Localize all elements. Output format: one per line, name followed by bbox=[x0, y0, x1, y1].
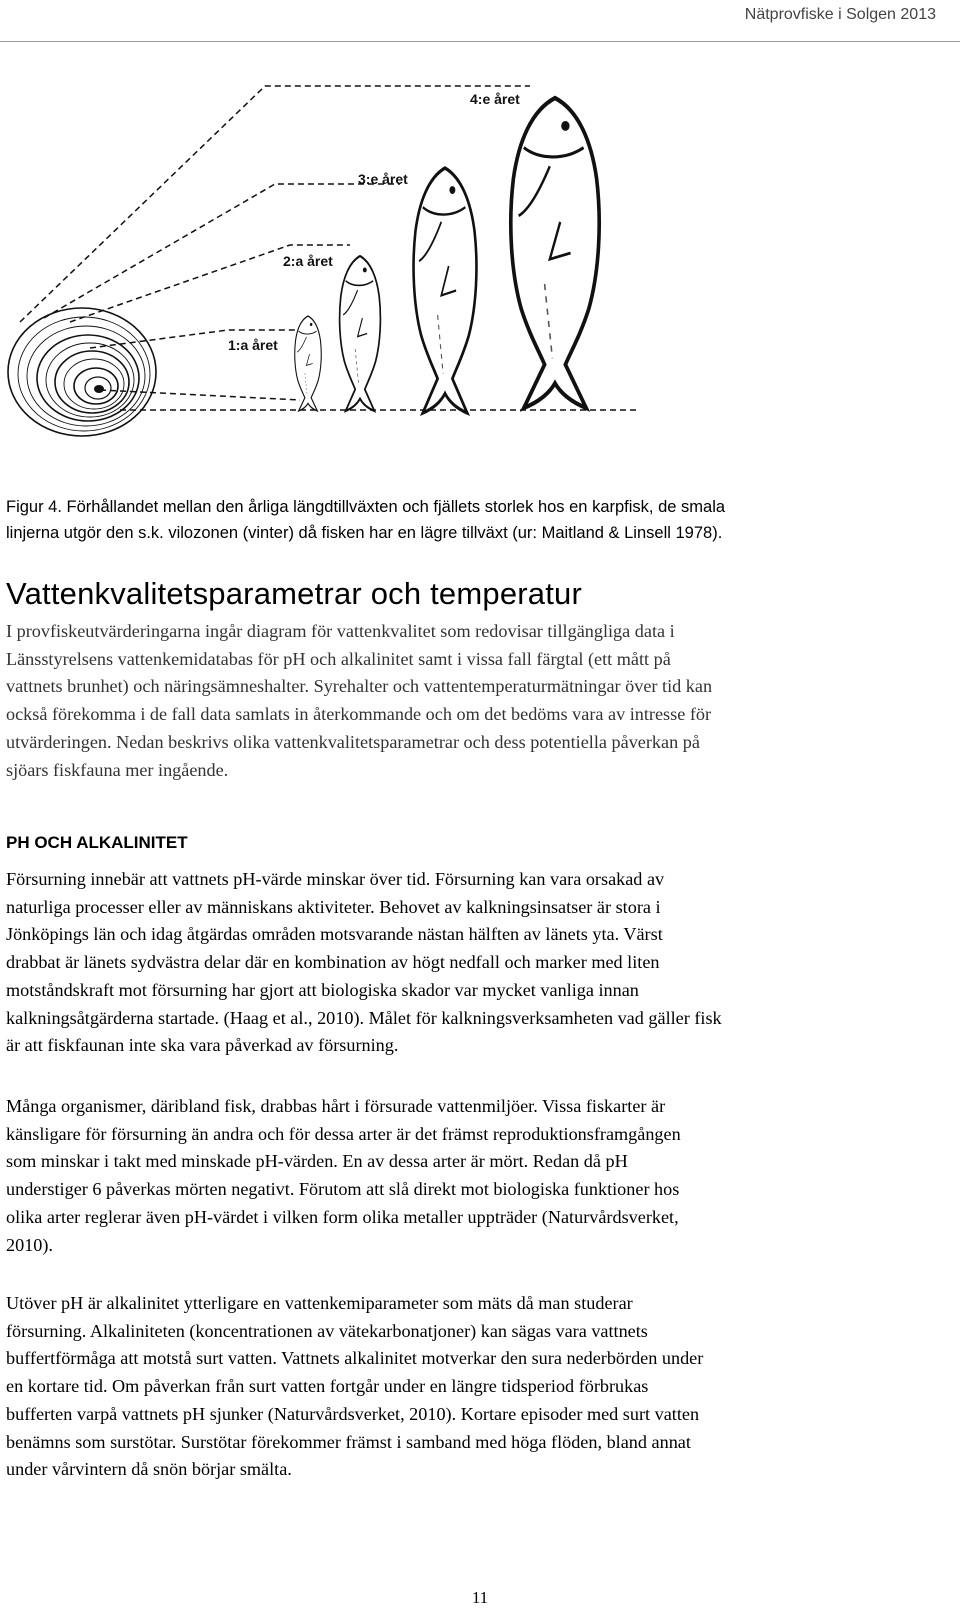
fish-year-1 bbox=[295, 316, 322, 411]
fish-growth-illustration bbox=[0, 60, 960, 480]
fish-year-2 bbox=[340, 256, 381, 411]
text-line: buffertförmåga att motstå surt vatten. Vattnets alkalinitet motverkar den sura nederbörden under bbox=[6, 1348, 704, 1369]
header-title: Nätprovfiske i Solgen 2013 bbox=[744, 6, 936, 23]
text-line: drabbat är länets sydvästra delar där en kombination av högt nedfall och marker med liten bbox=[6, 952, 660, 973]
text-line: naturliga processer eller av människans aktiviteter. Behovet av kalkningsinsatser är stora i bbox=[6, 896, 661, 917]
text-line: 2010). bbox=[6, 1234, 53, 1255]
page-header bbox=[0, 0, 960, 44]
paragraph-alkalinity bbox=[6, 1290, 946, 1484]
text-line: vattnets brunhet) och näringsämneshalter. Syrehalter och vattentemperaturmätningar över tid kan bbox=[6, 676, 713, 697]
text-line: Jönköpings län och idag åtgärdas områden motsvarande nästan hälften av länets yta. Värst bbox=[6, 924, 663, 945]
text-line: understiger 6 påverkas mörten negativt. Förutom att slå direkt mot biologiska funktioner hos bbox=[6, 1179, 680, 1200]
intro-paragraph bbox=[6, 618, 946, 784]
text-line: Utöver pH är alkalinitet ytterligare en vattenkemiparameter som mäts då man studerar bbox=[6, 1293, 633, 1313]
page-number: 11 bbox=[471, 1588, 489, 1607]
text-line: I provfiskeutvärderingarna ingår diagram för vattenkvalitet som redovisar tillgängliga data i bbox=[6, 621, 675, 641]
section-heading: Vattenkvalitetsparametrar och temperatur bbox=[6, 576, 583, 611]
text-line: också förekomma i de fall data samlats in återkommande och om det bedöms vara av intresse för bbox=[6, 704, 712, 725]
fish-year-4 bbox=[511, 98, 599, 408]
text-line: under vårvintern då snön börjar smälta. bbox=[6, 1459, 292, 1480]
year-label-1: 1:a året bbox=[228, 337, 278, 353]
year-label-2: 2:a året bbox=[283, 253, 333, 269]
paragraph-acidification bbox=[6, 866, 946, 1060]
fish-scale-figure bbox=[0, 60, 960, 480]
text-line: olika arter reglerar även pH-värdet i vilken form olika metaller uppträder (Naturvårdsverket, bbox=[6, 1206, 679, 1227]
text-line: Länsstyrelsens vattenkemidatabas för pH och alkalinitet samt i vissa fall färgtal (ett mått på bbox=[6, 648, 671, 669]
text-line: känsligare för försurning än andra och för dessa arter är det främst reproduktionsframgången bbox=[6, 1123, 681, 1144]
year-label-3: 3:e året bbox=[358, 171, 408, 187]
text-line: försurning. Alkaliniteten (koncentrationen av vätekarbonatjoner) kan sägas vara vattnets bbox=[6, 1320, 648, 1341]
text-line: Försurning innebär att vattnets pH-värde minskar över tid. Försurning kan vara orsakad av bbox=[6, 869, 665, 889]
fish-year-3 bbox=[414, 168, 477, 413]
paragraph-organisms bbox=[6, 1093, 946, 1259]
text-line: en kortare tid. Om påverkan från surt vatten fortgår under en längre tidsperiod förbrukas bbox=[6, 1376, 649, 1397]
caption-line: Figur 4. Förhållandet mellan den årliga längdtillväxten och fjällets storlek hos en karpfisk, de smala bbox=[6, 498, 726, 516]
year-label-4: 4:e året bbox=[470, 91, 520, 107]
text-line: Många organismer, däribland fisk, drabbas hårt i försurade vattenmiljöer. Vissa fiskarter är bbox=[6, 1096, 666, 1116]
text-line: benämns som surstötar. Surstötar förekommer främst i samband med höga flöden, bland annat bbox=[6, 1431, 691, 1452]
header-divider bbox=[0, 41, 960, 42]
figure-caption bbox=[6, 494, 926, 546]
text-line: som minskar i takt med minskade pH-värden. En av dessa arter är mört. Redan då pH bbox=[6, 1151, 628, 1172]
scale-rings bbox=[8, 308, 156, 436]
subsection-heading: PH OCH ALKALINITET bbox=[6, 833, 188, 852]
text-line: är att fiskfaunan inte ska vara påverkad av försurning. bbox=[6, 1035, 399, 1056]
caption-line: linjerna utgör den s.k. vilozonen (vinter) då fisken har en lägre tillväxt (ur: Maitland & Linsell 1978). bbox=[6, 524, 723, 542]
text-line: motståndskraft mot försurning har gjort att biologiska skador var mycket vanliga innan bbox=[6, 979, 639, 1000]
text-line: sjöars fiskfauna mer ingående. bbox=[6, 759, 229, 780]
text-line: kalkningsåtgärderna startade. (Haag et al., 2010). Målet för kalkningsverksamheten vad gäller fisk bbox=[6, 1007, 722, 1028]
text-line: utvärderingen. Nedan beskrivs olika vattenkvalitetsparametrar och dess potentiella påverkan på bbox=[6, 731, 700, 752]
text-line: bufferten varpå vattnets pH sjunker (Naturvårdsverket, 2010). Kortare episoder med surt vatten bbox=[6, 1403, 700, 1424]
